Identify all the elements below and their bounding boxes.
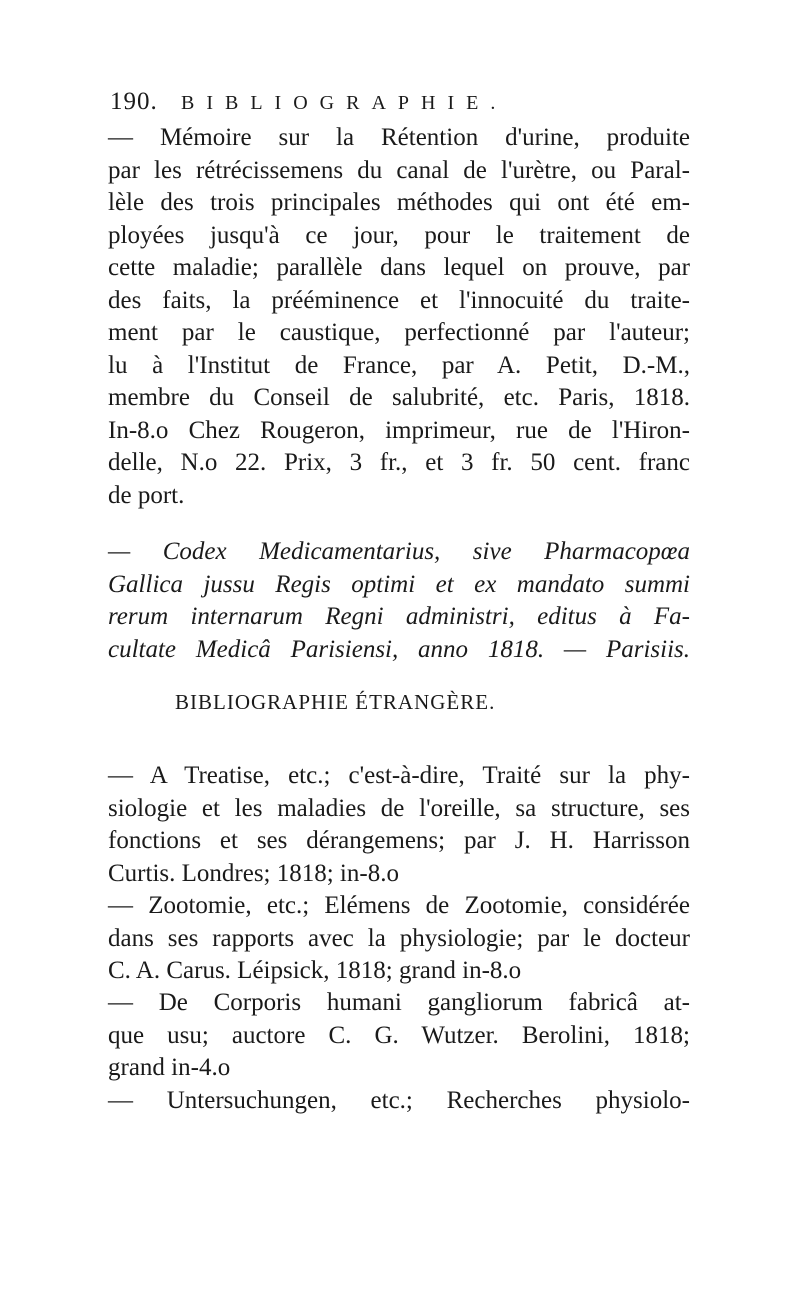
entry-line: de port. — [108, 481, 185, 509]
bibliography-entry-de-corporis — [108, 987, 690, 1085]
entry-line: lu à l'Institut de France, par A. Petit, D.-M., — [108, 351, 690, 379]
bibliography-entry-zootomie — [108, 890, 690, 988]
entry-line: lèle des trois principales méthodes qui ont été em- — [108, 189, 690, 216]
entry-line: — Mémoire sur la Rétention d'urine, produite — [108, 124, 690, 151]
page-header — [110, 88, 710, 116]
running-title: BIBLIOGRAPHIE. — [181, 92, 508, 114]
section-heading: BIBLIOGRAPHIE ÉTRANGÈRE. — [175, 690, 496, 714]
entry-line: delle, N.o 22. Prix, 3 fr., et 3 fr. 50 cent. franc — [108, 449, 690, 476]
entry-line: rerum internarum Regni administri, editus à Fa- — [108, 603, 690, 630]
entry-line: — Codex Medicamentarius, sive Pharmacopœa — [108, 538, 690, 565]
entry-line: ployées jusqu'à ce jour, pour le traitement de — [108, 221, 690, 249]
entry-line: siologie et les maladies de l'oreille, sa structure, ses — [108, 794, 690, 822]
entry-line: C. A. Carus. Léipsick, 1818; grand in-8.o — [108, 957, 522, 984]
entry-line: In-8.o Chez Rougeron, imprimeur, rue de l'Hiron- — [108, 416, 690, 444]
entry-line: Curtis. Londres; 1818; in-8.o — [108, 859, 399, 887]
entry-line: grand in-4.o — [108, 1054, 231, 1081]
entry-line: membre du Conseil de salubrité, etc. Paris, 1818. — [108, 384, 690, 411]
entry-line: des faits, la prééminence et l'innocuité du traite- — [108, 286, 690, 314]
entry-line: cette maladie; parallèle dans lequel on prouve, par — [108, 254, 690, 281]
page-number: 190. — [110, 88, 158, 115]
bibliography-entry-treatise — [108, 760, 690, 890]
bibliography-entry-memoire — [108, 122, 690, 512]
entry-line: — Zootomie, etc.; Elémens de Zootomie, considérée — [108, 892, 690, 919]
bibliography-entry-untersuchungen — [108, 1085, 690, 1118]
entry-line: que usu; auctore C. G. Wutzer. Berolini, 1818; — [108, 1021, 690, 1049]
entry-line: — De Corporis humani gangliorum fabricâ at- — [108, 989, 690, 1016]
entry-line: dans ses rapports avec la physiologie; par le docteur — [108, 924, 690, 952]
entry-line: ment par le caustique, perfectionné par l'auteur; — [108, 319, 690, 346]
entry-line: fonctions et ses dérangemens; par J. H. Harrisson — [108, 827, 690, 854]
entry-line: — Untersuchungen, etc.; Recherches physiolo- — [108, 1087, 690, 1114]
entry-line: par les rétrécissemens du canal de l'urètre, ou Paral- — [108, 156, 690, 184]
entry-line: cultate Medicâ Parisiensi, anno 1818. — Parisiis. — [108, 635, 690, 663]
entry-line: Gallica jussu Regis optimi et ex mandato summi — [108, 570, 690, 598]
bibliography-entry-codex — [108, 536, 690, 666]
entry-line: — A Treatise, etc.; c'est-à-dire, Traité sur la phy- — [108, 762, 690, 789]
